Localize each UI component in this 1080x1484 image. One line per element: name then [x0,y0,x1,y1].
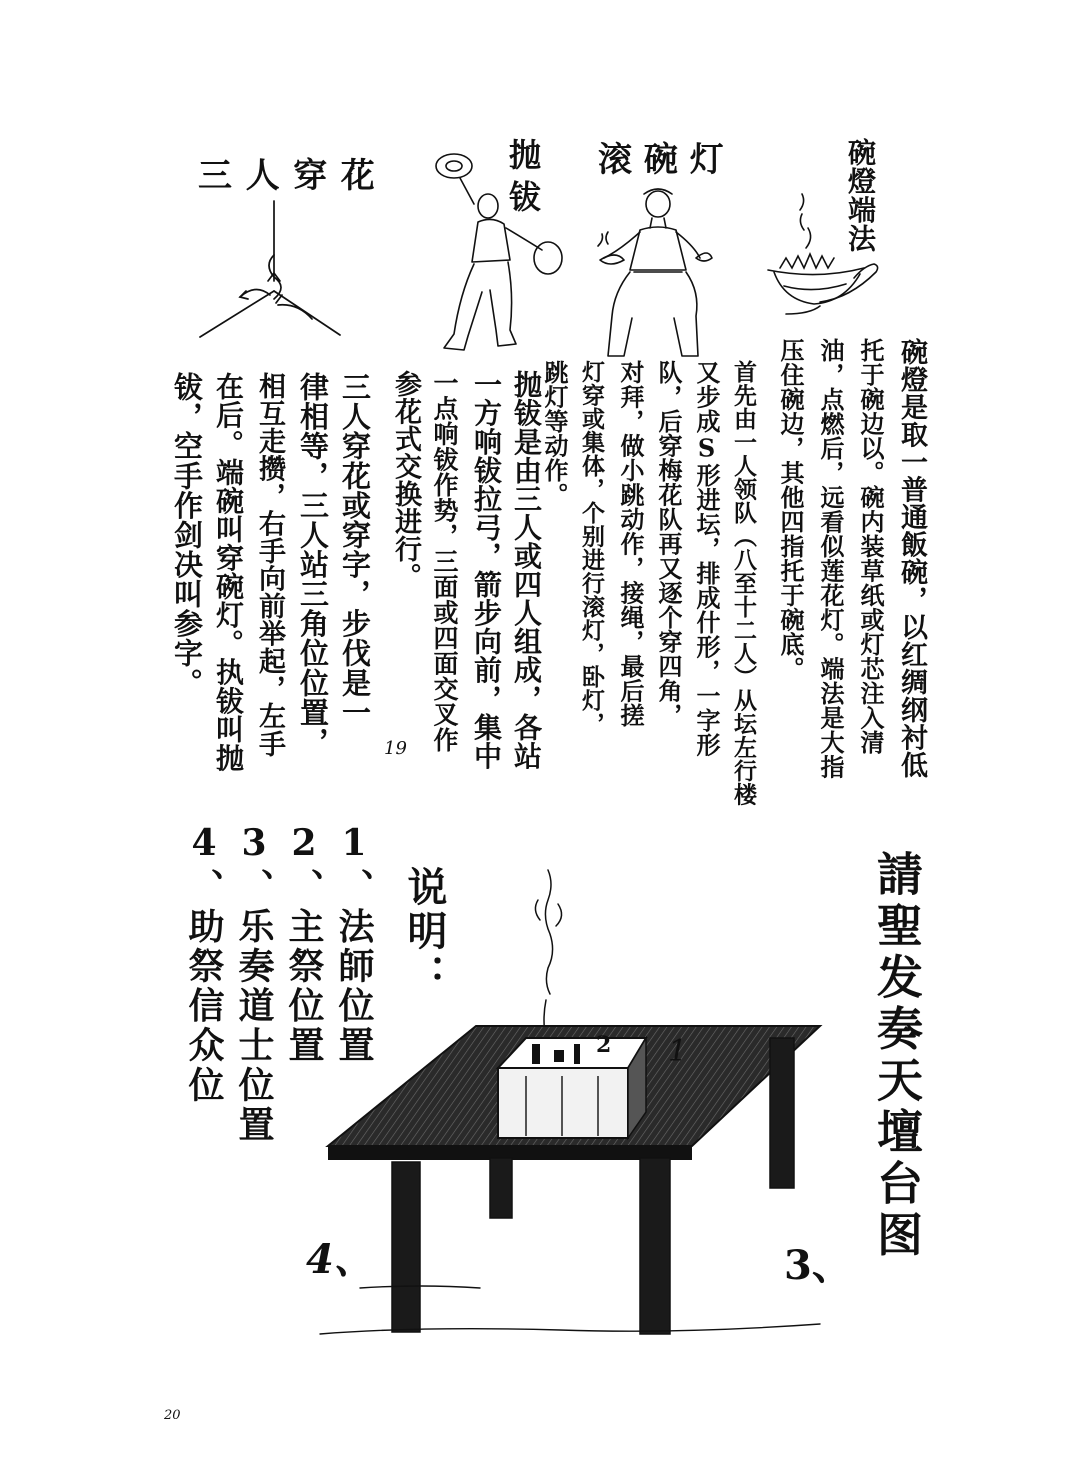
legend-item-3: 3、乐奏道士位置 [233,822,275,1145]
bowl-desc-col-2: 托于碗边以。碗内装草纸或灯芯注入清 [856,338,885,755]
cymbal-thrower-figure [430,148,570,368]
cymbal-desc-col-4: 参花式交换进行。 [390,370,421,591]
weave-desc-col-5: 钹，空手作剑决叫参字。 [170,372,204,698]
diagram-marker-4: 4、 [306,1236,374,1283]
bowl-desc-col-3: 油，点燃后，远看似莲花灯。端法是大指 [816,338,845,779]
procession-desc-col-5: 灯穿或集体，个别进行滚灯，卧灯， [578,360,605,736]
page-number-19: 19 [384,738,407,759]
procession-desc-col-4: 对拜，做小跳动作，接绳，最后搓 [616,360,645,728]
rolling-bowl-lamp-label: 滚碗灯 [598,140,736,180]
cymbal-desc-col-2: 一方响钹拉弓，箭步向前，集中 [470,370,503,770]
rolling-lamp-figure [578,180,728,370]
throw-cymbal-label-top: 抛 [509,136,542,174]
altar-table-legs [300,1158,860,1358]
page-number-20: 20 [164,1408,181,1423]
altar-diagram-title: 請聖发奏天壇台图 [870,850,924,1263]
three-weave-diagram [190,195,360,345]
bowl-method-label: 碗燈端法 [844,138,877,253]
cymbal-desc-col-3: 一点响钹作势，三面或四面交叉作 [430,370,459,753]
procession-desc-col-2: 又步成S形进坛，排成什形，一字形 [692,360,721,757]
throw-cymbal-label-bottom: 钹 [509,178,542,216]
procession-desc-col-1: 首先由一人领队（八至十二人）从坛左行楼 [730,360,757,806]
legend-item-4: 4、助祭信众位 [183,822,225,1106]
weave-desc-col-3: 相互走攒，右手向前举起，左手 [254,372,285,758]
procession-desc-col-3: 队，后穿梅花队再又逐个穿四角， [654,360,683,728]
legend-item-2: 2、主祭位置 [283,822,325,1066]
weave-desc-col-2: 律相等，三人站三角位位置， [296,372,330,757]
legend-item-1: 1、法師位置 [333,822,375,1066]
procession-desc-col-6: 跳灯等动作。 [540,360,569,507]
diagram-marker-3: 3、 [784,1242,852,1289]
bowl-desc-col-1: 碗燈是取一普通飯碗，以红绸纲衬低 [896,338,927,779]
weave-desc-col-4: 在后。端碗叫穿碗灯。执钹叫抛 [212,372,245,772]
diagram-marker-2: 2 [596,1032,612,1058]
cymbal-desc-col-1: 抛钹是由三人或四人组成，各站 [510,370,543,770]
bowl-desc-col-4: 压住碗边，其他四指托于碗底。 [776,338,805,681]
diagram-marker-1: 1 [668,1034,688,1069]
weave-desc-col-1: 三人穿花或穿字，步伐是一 [338,372,372,727]
three-weave-label: 三人穿花 [198,156,389,196]
bowl-lamp-hand-illustration [760,190,880,330]
legend-heading: 说明： [401,866,448,998]
